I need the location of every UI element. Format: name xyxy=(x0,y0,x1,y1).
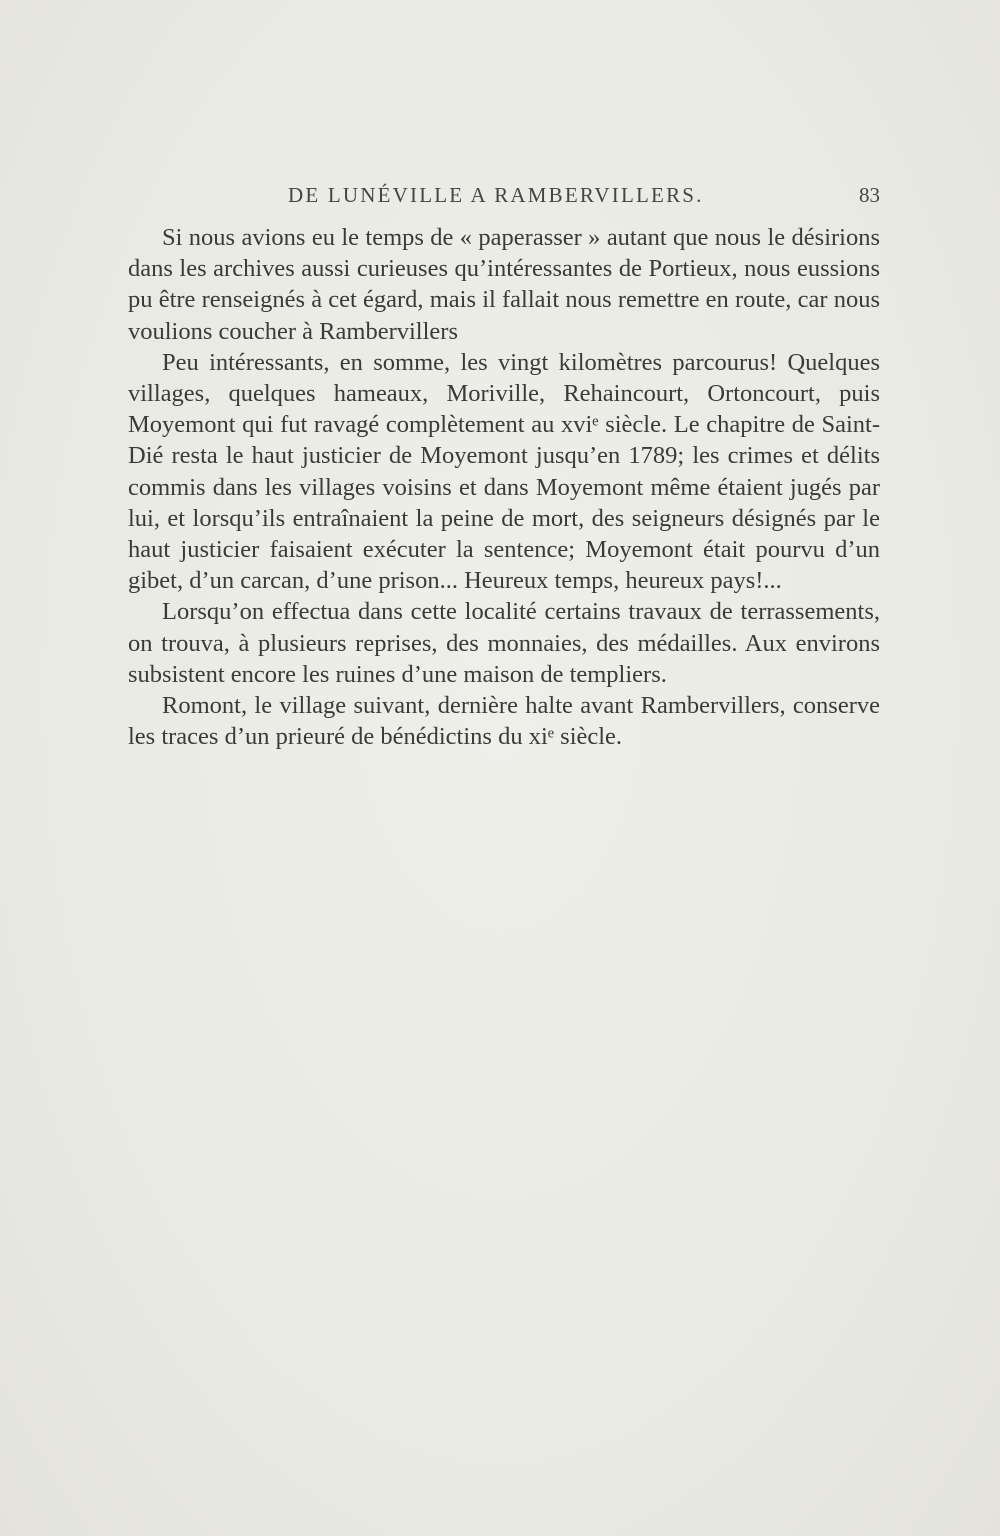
running-head: DE LUNÉVILLE A RAMBERVILLERS. xyxy=(288,183,704,207)
page-header xyxy=(128,183,880,223)
body-text xyxy=(128,222,880,752)
paragraph: Peu intéressants, en somme, les vingt kilomètres parcourus! Quelques villages, quelques hameaux, Moriville, Rehaincourt, Ortoncourt, puis Moyemont qui fut ravagé complètement au xviᵉ siècle. Le chapitre de Saint-Dié resta le haut justicier de Moyemont jusqu’en 1789; les crimes et délits commis dans les villages voisins et dans Moyemont même étaient jugés par lui, et lorsqu’ils entraînaient la peine de mort, des seigneurs désignés par le haut justicier faisaient exécuter la sentence; Moyemont était pourvu d’un gibet, d’un carcan, d’une prison... Heureux temps, heureux pays!... xyxy=(128,348,880,595)
paragraph: Lorsqu’on effectua dans cette localité certains travaux de terrassements, on trouva, à plusieurs reprises, des monnaies, des médailles. Aux environs subsistent encore les ruines d’une maison de templiers. xyxy=(128,598,880,688)
paragraph: Si nous avions eu le temps de « paperasser » autant que nous le désirions dans les archives aussi curieuses qu’intéressantes de Portieux, nous eussions pu être renseignés à cet égard, mais il fallait nous remettre en route, car nous voulions coucher à Rambervillers xyxy=(128,224,880,345)
paragraph: Romont, le village suivant, dernière halte avant Rambervillers, conserve les traces d’un prieuré de bénédictins du xiᵉ siècle. xyxy=(128,692,880,751)
page-number: 83 xyxy=(859,183,880,207)
